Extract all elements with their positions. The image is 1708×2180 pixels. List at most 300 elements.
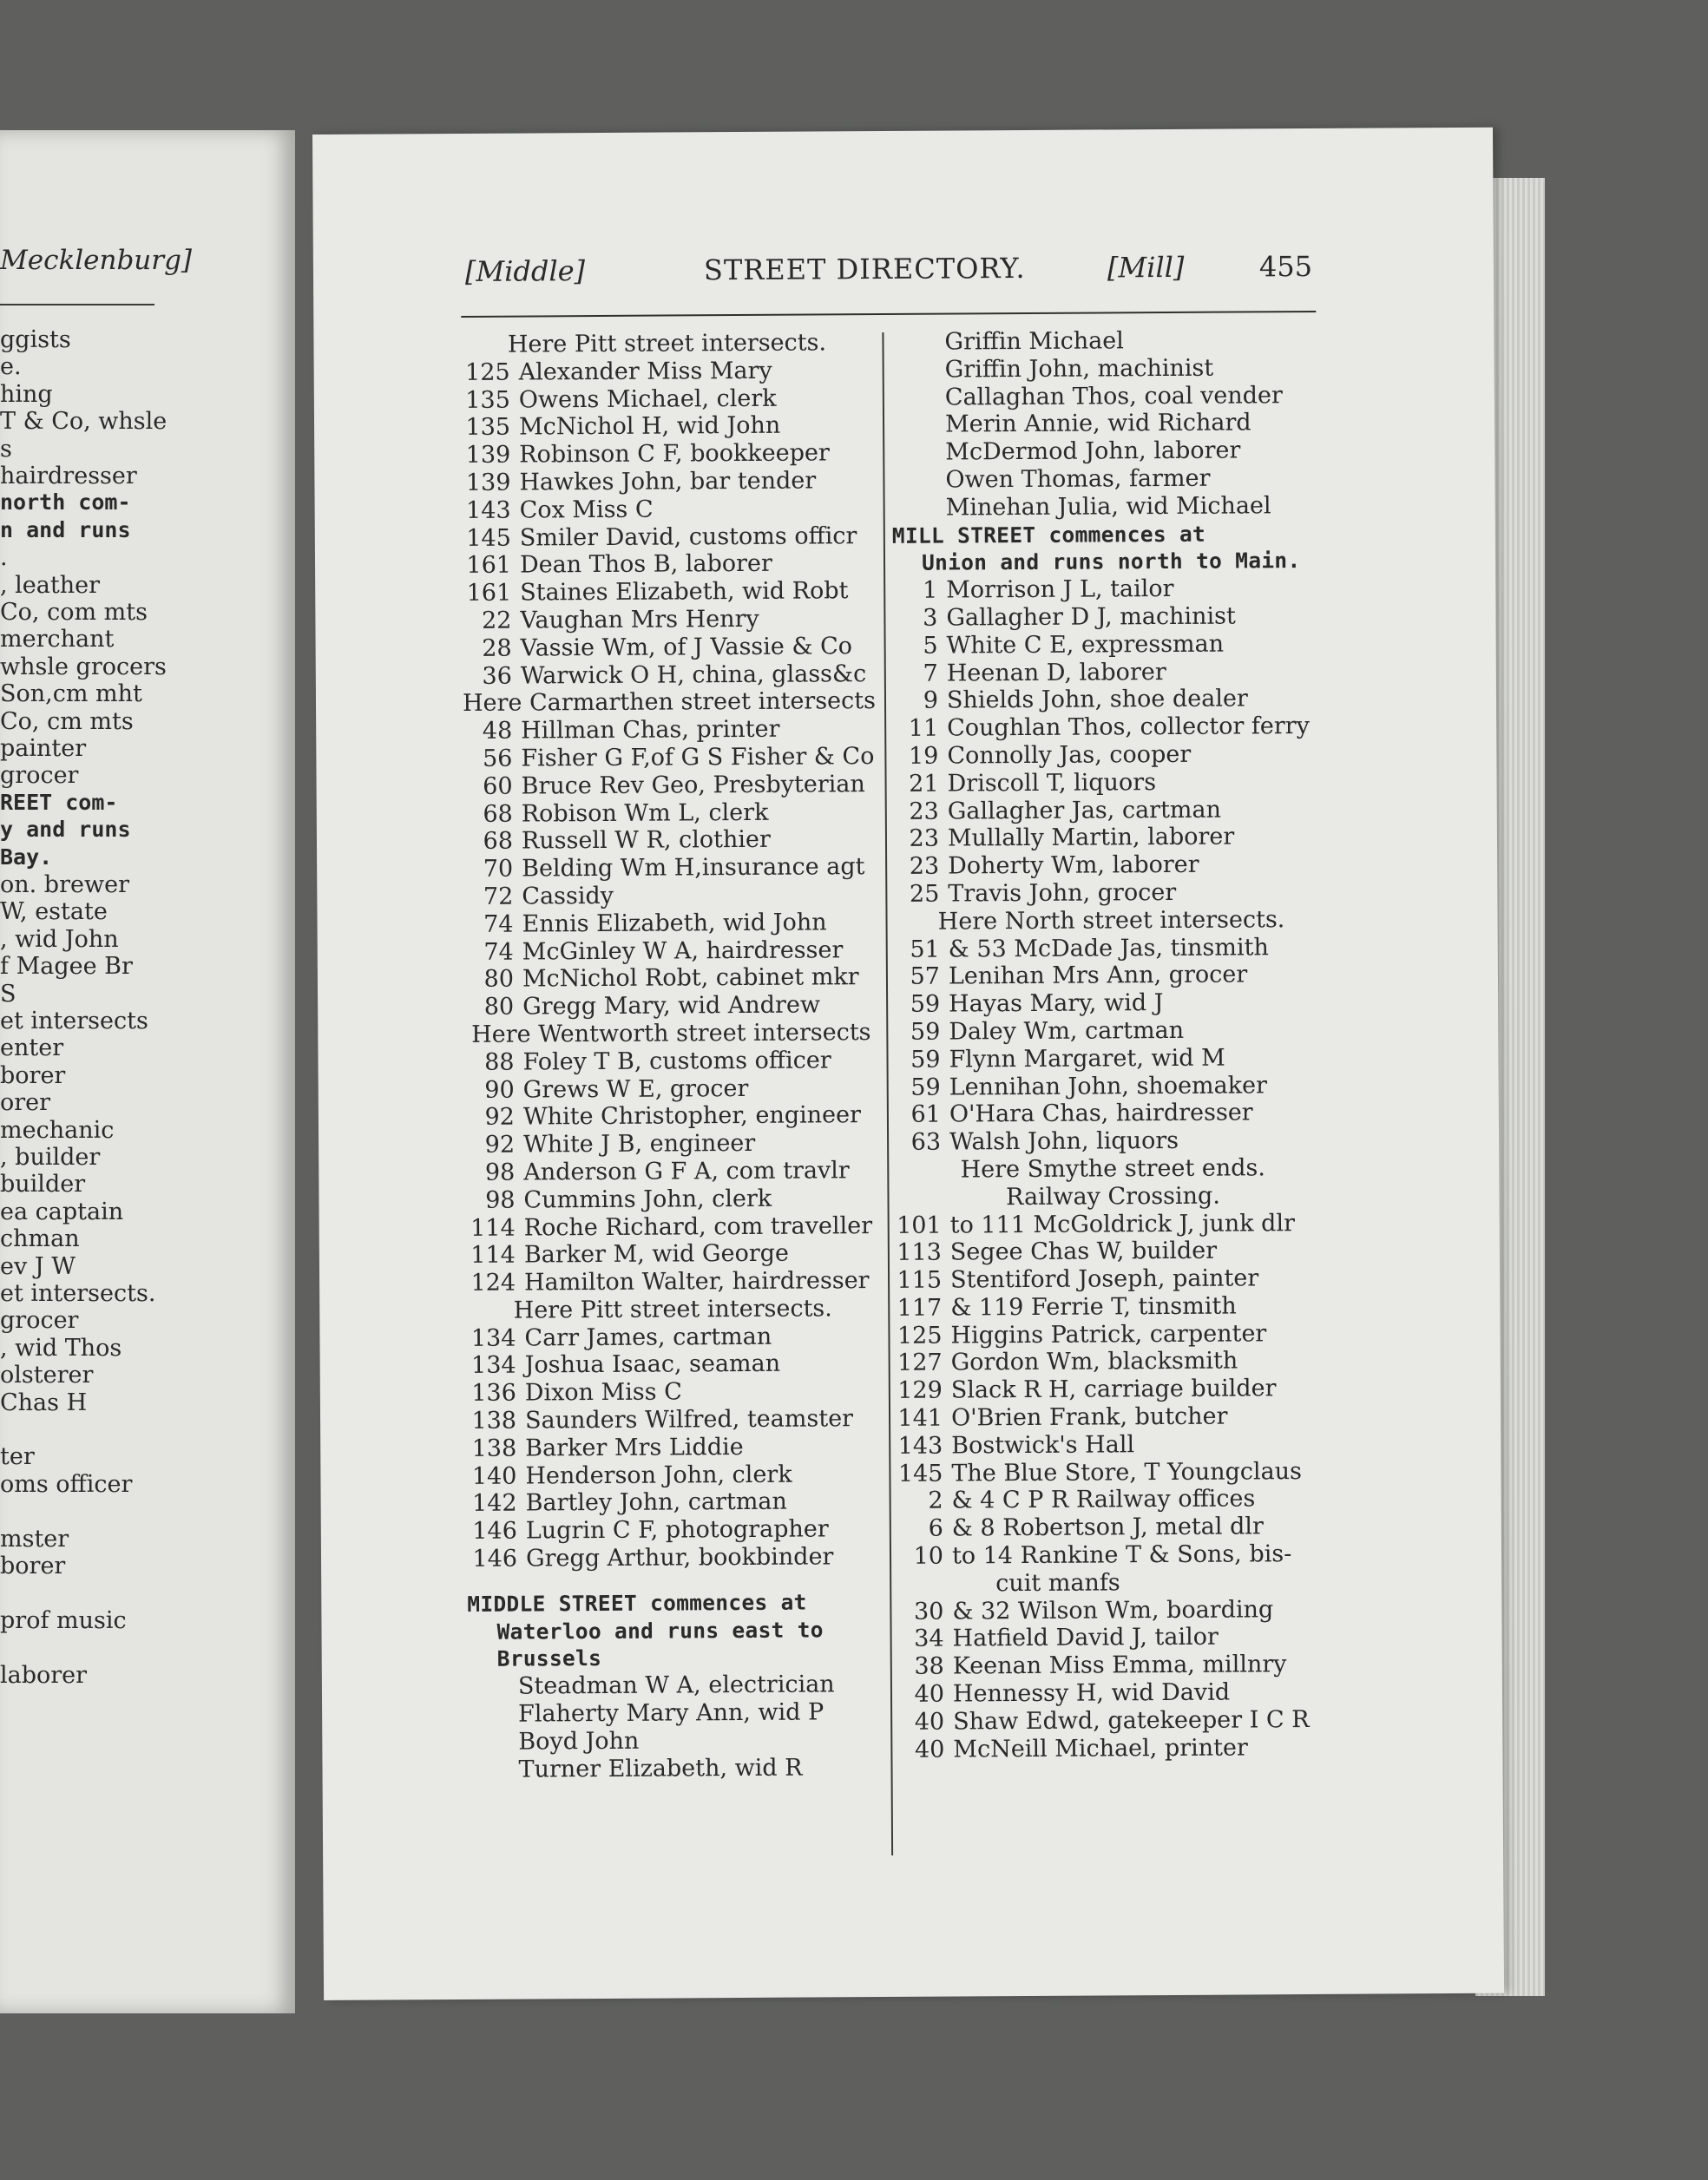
directory-entry: [460, 357, 875, 387]
house-number: 21: [909, 770, 939, 798]
directory-entry: Merin Annie, wid Richard: [944, 409, 1251, 438]
facing-page-line: ev J W: [0, 1252, 76, 1280]
house-number: 68: [483, 800, 513, 828]
resident-text: Connolly Jas, cooper: [947, 740, 1192, 770]
house-number: 143: [897, 1432, 943, 1460]
facing-page-line: borer: [0, 1061, 66, 1089]
house-number: 19: [908, 742, 939, 770]
resident-text: Slack R H, carriage builder: [950, 1375, 1277, 1404]
resident-text: Doherty Wm, laborer: [948, 850, 1199, 880]
directory-entry: [462, 660, 877, 691]
resident-text: Gordon Wm, blacksmith: [950, 1347, 1238, 1377]
directory-entry: Owen Thomas, farmer: [945, 464, 1211, 494]
house-number: 124: [470, 1269, 516, 1297]
house-number: 134: [470, 1324, 516, 1352]
right-column: [890, 326, 1333, 1763]
directory-entry: [897, 1347, 1331, 1377]
house-number: 3: [923, 604, 938, 632]
house-number: 98: [484, 1159, 516, 1186]
house-number: 90: [484, 1076, 515, 1104]
directory-entry: [463, 963, 878, 994]
facing-page-line: Co, cm mts: [0, 707, 134, 735]
facing-page-line: , leather: [0, 571, 101, 599]
resident-text: to 111 McGoldrick J, junk dlr: [949, 1209, 1296, 1239]
directory-entry: [897, 1292, 1330, 1323]
directory-entry: [894, 823, 1328, 853]
house-number: 30: [913, 1598, 944, 1625]
directory-entry: [899, 1706, 1333, 1737]
facing-page-header: Mecklenburg]: [0, 245, 193, 276]
facing-page-line: hairdresser: [0, 463, 137, 489]
house-number: 146: [472, 1545, 518, 1573]
facing-page-line: y and runs: [0, 817, 131, 843]
header-right-street: [Mill]: [1107, 250, 1185, 285]
facing-page-line: s: [0, 435, 12, 463]
facing-page-line: , builder: [0, 1144, 101, 1171]
directory-entry: Steadman W A, electrician: [517, 1671, 835, 1700]
house-number: 34: [914, 1625, 944, 1653]
house-number: 68: [483, 827, 514, 856]
resident-text: Lenihan Mrs Ann, grocer: [948, 961, 1248, 990]
resident-text: Foley T B, customs officer: [522, 1047, 831, 1076]
resident-text: Smiler David, customs officr: [519, 522, 857, 552]
facing-page-line: REET com-: [0, 789, 118, 815]
house-number: 138: [471, 1407, 517, 1435]
resident-text: Morrison J L, tailor: [946, 575, 1174, 604]
house-number: 63: [910, 1128, 942, 1156]
resident-text: McGinley W A, hairdresser: [522, 936, 844, 966]
resident-text: Gregg Arthur, bookbinder: [525, 1543, 834, 1573]
resident-text: Robinson C F, bookkeeper: [519, 439, 830, 469]
resident-text: Barker M, wid George: [523, 1239, 790, 1269]
resident-text: Walsh John, liquors: [949, 1127, 1179, 1156]
house-number: 115: [897, 1266, 943, 1295]
house-number: 129: [897, 1376, 943, 1405]
directory-entry: [463, 881, 877, 911]
directory-entry: [463, 909, 877, 939]
directory-entry: [466, 1433, 881, 1463]
resident-text: McNeill Michael, printer: [953, 1734, 1248, 1763]
resident-text: & 32 Wilson Wm, boarding: [952, 1595, 1274, 1625]
resident-text: Grews W E, grocer: [522, 1074, 749, 1104]
house-number: 136: [471, 1379, 516, 1408]
house-number: 139: [465, 441, 511, 469]
directory-entry: [893, 685, 1327, 715]
directory-entry: [895, 988, 1329, 1019]
house-number: 117: [897, 1294, 943, 1322]
house-number: 134: [471, 1352, 516, 1380]
house-number: 74: [483, 938, 514, 966]
directory-entry: [899, 1678, 1333, 1709]
facing-page-line: f Magee Br: [0, 953, 133, 981]
facing-page-line: oms officer: [0, 1470, 133, 1498]
resident-text: Joshua Isaac, seaman: [524, 1350, 781, 1380]
resident-text: Daley Wm, cartman: [949, 1016, 1185, 1046]
house-number: 28: [482, 634, 512, 662]
resident-text: Coughlan Thos, collector ferry: [947, 712, 1311, 742]
facing-page-line: borer: [0, 1553, 66, 1579]
directory-entry: Griffin Michael: [944, 327, 1124, 356]
directory-entry: [894, 850, 1328, 881]
house-number: 72: [483, 883, 514, 910]
directory-entry: [893, 768, 1327, 798]
house-number: 59: [910, 1046, 941, 1074]
house-number: 51: [910, 936, 940, 963]
directory-entry: [465, 1323, 880, 1353]
house-number: 57: [910, 962, 941, 991]
house-number: 40: [914, 1708, 945, 1736]
resident-text: Hennessy H, wid David: [952, 1678, 1231, 1708]
resident-text: Anderson G F A, com travlr: [523, 1157, 850, 1186]
facing-page-line: orer: [0, 1089, 51, 1117]
resident-text: Vassie Wm, of J Vassie & Co: [520, 632, 853, 662]
facing-page-line: , wid John: [0, 925, 119, 953]
resident-text: Ennis Elizabeth, wid John: [522, 909, 827, 938]
house-number: 145: [897, 1460, 943, 1487]
directory-entry: [893, 740, 1327, 771]
resident-text: Fisher G F,of G S Fisher & Co: [521, 743, 875, 772]
resident-text: The Blue Store, T Youngclaus: [951, 1457, 1303, 1487]
resident-text: Segee Chas W, builder: [949, 1237, 1218, 1266]
resident-text: Cassidy: [522, 882, 614, 910]
resident-text: White J B, engineer: [523, 1130, 756, 1159]
resident-text: Cox Miss C: [519, 496, 654, 524]
facing-page-line: Co, com mts: [0, 599, 148, 626]
facing-page-line: painter: [0, 735, 87, 762]
resident-text: & 119 Ferrie T, tinsmith: [950, 1292, 1237, 1322]
house-number: 23: [909, 798, 939, 825]
intersection-note: Here North street intersects.: [937, 905, 1285, 936]
directory-entry: [463, 853, 877, 883]
facing-page-line: mechanic: [0, 1116, 115, 1144]
house-number: 25: [909, 880, 940, 908]
directory-entry: Griffin John, machinist: [944, 354, 1214, 384]
house-number: 114: [470, 1214, 516, 1242]
house-number: 80: [483, 965, 515, 994]
facing-page-line: enter: [0, 1034, 64, 1062]
directory-entry: Minehan Julia, wid Michael: [945, 492, 1271, 522]
resident-text: Keenan Miss Emma, millnry: [952, 1651, 1287, 1680]
resident-text: Travis John, grocer: [948, 878, 1177, 908]
directory-entry: [462, 715, 877, 745]
resident-text: Belding Wm H,insurance agt: [522, 853, 865, 883]
resident-text: Roche Richard, com traveller: [523, 1211, 873, 1242]
facing-page-line: on. brewer: [0, 871, 129, 898]
house-number: 139: [465, 469, 511, 496]
resident-text: & 53 McDade Jas, tinsmith: [948, 933, 1269, 963]
directory-entry: McDermod John, laborer: [945, 437, 1241, 466]
street-heading-continued: Waterloo and runs east to: [496, 1617, 824, 1645]
directory-entry: [464, 1157, 879, 1187]
directory-entry: [897, 1264, 1330, 1295]
directory-entry: [462, 743, 877, 773]
directory-entry: [899, 1733, 1333, 1763]
directory-entry: [461, 605, 876, 635]
directory-entry: [466, 1377, 881, 1408]
facing-page-line: ter: [0, 1443, 35, 1471]
directory-entry: [464, 1129, 879, 1159]
facing-page-line: , wid Thos: [0, 1334, 122, 1362]
resident-text: Warwick O H, china, glass&c: [520, 660, 867, 690]
house-number: 135: [465, 414, 511, 442]
house-number: 5: [923, 632, 938, 660]
directory-entry: [898, 1513, 1332, 1543]
facing-page-line: Bay.: [0, 844, 53, 870]
entry-continuation: cuit manfs: [995, 1569, 1120, 1598]
house-number: 142: [472, 1490, 517, 1518]
header-title: STREET DIRECTORY.: [703, 251, 1026, 287]
house-number: 125: [465, 358, 510, 386]
directory-entry: [465, 1267, 880, 1297]
resident-text: Shaw Edwd, gatekeeper I C R: [953, 1705, 1310, 1736]
facing-page-line: grocer: [0, 1307, 79, 1335]
house-number: 74: [483, 910, 514, 938]
directory-entry: Callaghan Thos, coal vender: [944, 381, 1283, 411]
resident-text: Saunders Wilfred, teamster: [524, 1405, 854, 1435]
resident-text: Bartley John, cartman: [525, 1488, 787, 1517]
house-number: 138: [471, 1435, 517, 1462]
house-number: 40: [914, 1680, 945, 1708]
resident-text: Bostwick's Hall: [951, 1431, 1135, 1460]
directory-entry: [896, 1126, 1330, 1157]
house-number: 80: [483, 993, 515, 1021]
directory-entry: [893, 712, 1327, 743]
directory-entry: [899, 1623, 1333, 1653]
resident-text: Henderson John, clerk: [525, 1461, 792, 1490]
directory-entry: [898, 1485, 1332, 1515]
house-number: 145: [466, 524, 511, 552]
house-number: 2: [928, 1487, 943, 1515]
directory-entry: [893, 630, 1327, 660]
resident-text: Gallagher D J, machinist: [946, 602, 1236, 632]
house-number: 23: [909, 824, 940, 853]
facing-page-line: prof music: [0, 1606, 127, 1634]
house-number: 23: [909, 852, 940, 880]
resident-text: Gallagher Jas, cartman: [947, 796, 1222, 825]
directory-entry: [461, 522, 876, 553]
directory-entry: [462, 633, 877, 663]
directory-entry: [463, 1047, 878, 1077]
house-number: 125: [897, 1322, 943, 1349]
directory-entry: [465, 1212, 880, 1243]
directory-entry: [892, 575, 1326, 605]
directory-entry: [897, 1458, 1331, 1488]
house-number: 7: [923, 660, 938, 687]
facing-page-line: laborer: [0, 1661, 88, 1689]
house-number: 36: [482, 662, 512, 690]
resident-text: Staines Elizabeth, wid Robt: [520, 577, 849, 607]
directory-entry: [896, 1099, 1330, 1129]
directory-entry: [460, 467, 875, 497]
house-number: 1: [922, 576, 938, 604]
house-number: 11: [908, 714, 939, 742]
directory-entry: [897, 1209, 1330, 1239]
directory-entry: [467, 1515, 882, 1546]
facing-page-line: Son,cm mht: [0, 680, 142, 708]
directory-entry: [897, 1320, 1330, 1350]
directory-entry: [893, 657, 1327, 687]
resident-text: Heenan D, laborer: [946, 658, 1166, 687]
street-heading: MILL STREET commences at: [891, 521, 1206, 548]
facing-page-line: et intersects: [0, 1008, 148, 1034]
facing-page-line: Chas H: [0, 1389, 88, 1416]
directory-entry: [897, 1237, 1330, 1267]
directory-entry: [895, 1016, 1329, 1047]
resident-text: McNichol H, wid John: [518, 412, 781, 441]
directory-entry: [897, 1375, 1331, 1405]
resident-text: O'Brien Frank, butcher: [950, 1402, 1228, 1432]
house-number: 40: [914, 1736, 945, 1763]
facing-page-line: mster: [0, 1525, 69, 1553]
house-number: 9: [923, 686, 939, 715]
facing-page-line: W, estate: [0, 898, 108, 926]
house-number: 56: [482, 745, 513, 772]
intersection-note: Here Wentworth street intersects: [471, 1019, 871, 1048]
house-number: 10: [913, 1542, 944, 1570]
directory-entry: Flaherty Mary Ann, wid P: [518, 1698, 824, 1728]
facing-page-line: north com-: [0, 489, 131, 515]
facing-page-line: chman: [0, 1225, 80, 1253]
directory-entry: [462, 771, 877, 801]
house-number: 143: [466, 496, 511, 524]
house-number: 48: [482, 717, 513, 745]
directory-entry: [464, 1185, 879, 1215]
resident-text: Dixon Miss C: [524, 1378, 682, 1407]
resident-text: Lugrin C F, photographer: [525, 1515, 829, 1545]
directory-entry: [465, 1239, 880, 1270]
house-number: 70: [483, 855, 514, 883]
resident-text: Hamilton Walter, hairdresser: [523, 1267, 870, 1297]
resident-text: White Christopher, engineer: [522, 1101, 862, 1131]
header-rule: [461, 311, 1316, 318]
directory-entry: [896, 1071, 1330, 1101]
resident-text: Lennihan John, shoemaker: [949, 1071, 1268, 1101]
directory-entry: [466, 1461, 881, 1491]
header-left-street: [Middle]: [464, 254, 586, 288]
house-number: 6: [928, 1514, 943, 1542]
facing-page-line: whsle grocers: [0, 653, 167, 680]
house-number: 101: [897, 1211, 942, 1239]
house-number: 59: [910, 1018, 941, 1046]
directory-entry: [460, 439, 875, 469]
resident-text: Russell W R, clothier: [521, 826, 771, 855]
page-number: 455: [1258, 249, 1313, 284]
directory-entry: [461, 495, 876, 525]
directory-entry: [467, 1543, 882, 1573]
directory-entry: [461, 549, 876, 580]
directory-entry: [461, 577, 876, 607]
house-number: 92: [484, 1103, 516, 1132]
resident-text: Gregg Mary, wid Andrew: [522, 991, 821, 1021]
facing-page-line: hing: [0, 380, 53, 408]
resident-text: Mullally Martin, laborer: [947, 823, 1235, 852]
directory-entry: [463, 936, 878, 967]
street-heading-continued: Brussels: [496, 1645, 602, 1672]
resident-text: Owens Michael, clerk: [518, 384, 777, 414]
resident-text: & 8 Robertson J, metal dlr: [951, 1513, 1264, 1542]
house-number: 98: [485, 1186, 516, 1214]
directory-page: [312, 128, 1504, 2000]
house-number: 59: [910, 990, 941, 1018]
resident-text: Bruce Rev Geo, Presbyterian: [521, 770, 865, 800]
directory-entry: Turner Elizabeth, wid R: [518, 1754, 803, 1783]
resident-text: Carr James, cartman: [524, 1323, 772, 1352]
house-number: 140: [471, 1462, 517, 1490]
facing-page-left: [0, 130, 295, 2013]
facing-page-line: grocer: [0, 762, 79, 790]
house-number: 60: [483, 772, 513, 800]
directory-entry: [895, 961, 1329, 991]
facing-page-line: S: [0, 980, 16, 1008]
directory-entry: [463, 798, 877, 829]
facing-page-line: n and runs: [0, 516, 131, 542]
directory-entry: [464, 1101, 879, 1132]
facing-page-line: ggists: [0, 326, 71, 353]
house-number: 146: [472, 1517, 517, 1546]
resident-text: Hayas Mary, wid J: [949, 989, 1164, 1018]
facing-page-rule: [0, 304, 154, 305]
house-number: 38: [914, 1652, 944, 1681]
resident-text: Higgins Patrick, carpenter: [950, 1319, 1267, 1349]
house-number: 88: [484, 1048, 515, 1076]
directory-entry: [897, 1430, 1331, 1461]
directory-entry: [460, 411, 875, 442]
resident-text: O'Hara Chas, hairdresser: [949, 1099, 1253, 1128]
house-number: 59: [910, 1074, 941, 1101]
facing-page-line: .: [0, 544, 8, 572]
facing-page-line: T & Co, whsle: [0, 408, 168, 436]
house-number: 114: [470, 1241, 516, 1270]
directory-entry: [463, 825, 877, 856]
intersection-note: Railway Crossing.: [1005, 1182, 1220, 1211]
directory-entry: Boyd John: [518, 1727, 640, 1756]
directory-entry: [464, 1074, 879, 1105]
intersection-note: Here Pitt street intersects.: [507, 329, 827, 358]
resident-text: to 14 Rankine T & Sons, bis-: [951, 1540, 1292, 1570]
directory-entry: [898, 1540, 1332, 1571]
resident-text: Barker Mrs Liddie: [525, 1433, 744, 1462]
house-number: 161: [466, 551, 512, 580]
directory-entry: [895, 933, 1329, 963]
facing-page-line: merchant: [0, 626, 115, 653]
house-number: 61: [910, 1100, 942, 1129]
resident-text: Alexander Miss Mary: [518, 357, 772, 386]
resident-text: Driscoll T, liquors: [947, 768, 1157, 798]
facing-page-line: et intersects.: [0, 1280, 156, 1307]
directory-entry: [897, 1402, 1331, 1433]
directory-entry: [894, 878, 1328, 909]
resident-text: Hatfield David J, tailor: [952, 1624, 1219, 1652]
facing-page-line: olsterer: [0, 1362, 94, 1389]
directory-entry: [898, 1596, 1332, 1626]
house-number: 113: [897, 1238, 942, 1267]
house-number: 127: [897, 1349, 943, 1377]
facing-page-line: ea captain: [0, 1198, 124, 1225]
resident-text: Shields John, shoe dealer: [946, 685, 1248, 714]
directory-entry: [894, 795, 1328, 825]
directory-entry: [892, 602, 1326, 633]
directory-entry: [467, 1487, 882, 1518]
resident-text: McNichol Robt, cabinet mkr: [522, 963, 859, 993]
directory-entry: [466, 1350, 881, 1381]
house-number: 135: [465, 386, 510, 414]
directory-entry: [460, 384, 875, 415]
resident-text: Hillman Chas, printer: [521, 715, 780, 745]
left-column: [459, 329, 883, 1783]
facing-page-line: builder: [0, 1171, 86, 1198]
street-heading: MIDDLE STREET commences at: [467, 1589, 807, 1617]
resident-text: Vaughan Mrs Henry: [520, 605, 759, 634]
